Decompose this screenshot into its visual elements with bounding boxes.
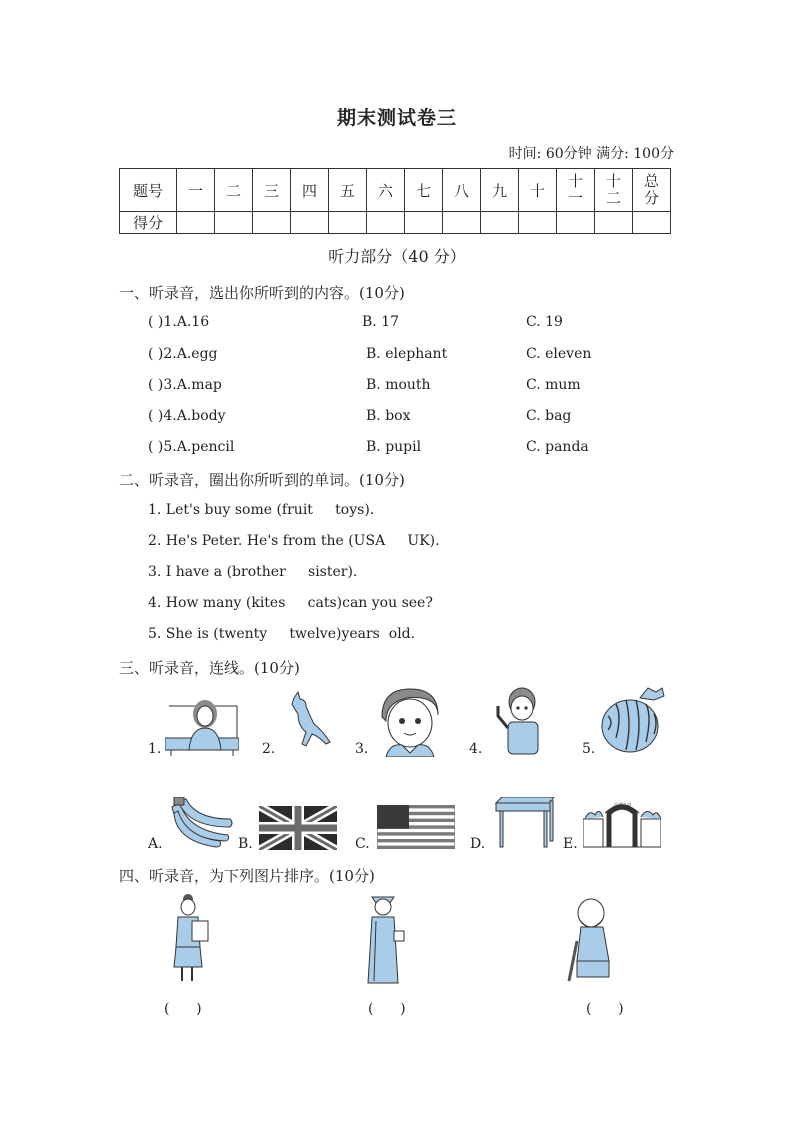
s3-bottom-label-c: C.: [355, 836, 370, 852]
s2-sentence-3: 3. I have a (brother sister).: [148, 564, 358, 580]
section4-heading: 四、听录音，为下列图片排序。(10分): [119, 867, 375, 885]
s2-sentence-5: 5. She is (twenty twelve)years old.: [148, 626, 416, 642]
score-table-row-questions: [120, 169, 671, 212]
col-1: 一: [177, 169, 215, 212]
score-cell[interactable]: [443, 212, 481, 234]
score-cell[interactable]: [329, 212, 367, 234]
s1-q1-option-b: B. 17: [362, 314, 400, 330]
s3-top-label-4: 4.: [469, 741, 483, 757]
s1-q3-option-a: ( )3.A.map: [148, 377, 222, 393]
row-label-score: 得分: [120, 212, 177, 234]
col-4: 四: [291, 169, 329, 212]
s3-top-label-3: 3.: [355, 741, 369, 757]
s1-q5-option-b: B. pupil: [366, 439, 422, 455]
s3-bottom-label-d: D.: [470, 836, 486, 852]
grandpa-picture: [563, 895, 619, 983]
s1-q2-option-b: B. elephant: [366, 346, 448, 362]
score-table-row-scores: [120, 212, 671, 234]
col-12: 十 二: [595, 169, 633, 212]
s4-answer-blank-3[interactable]: ( ): [586, 1001, 624, 1017]
score-cell[interactable]: [633, 212, 671, 234]
s1-q4-option-c: C. bag: [526, 408, 572, 424]
section2-heading: 二、听录音，圈出你所听到的单词。(10分): [119, 471, 405, 489]
s1-q2-option-c: C. eleven: [526, 346, 592, 362]
score-table: [119, 168, 671, 234]
s2-sentence-4: 4. How many (kites cats)can you see?: [148, 595, 433, 611]
score-cell[interactable]: [519, 212, 557, 234]
col-8: 八: [443, 169, 481, 212]
listening-section-header: 听力部分（40 分）: [328, 247, 466, 266]
kangaroo-picture: [284, 690, 340, 750]
score-cell[interactable]: [291, 212, 329, 234]
s3-top-label-2: 2.: [262, 741, 276, 757]
score-cell[interactable]: [215, 212, 253, 234]
s1-q5-option-a: ( )5.A.pencil: [148, 439, 235, 455]
score-cell[interactable]: [405, 212, 443, 234]
s3-top-label-1: 1.: [148, 741, 162, 757]
s1-q2-option-a: ( )2.A.egg: [148, 346, 218, 362]
col-6: 六: [367, 169, 405, 212]
s1-q3-option-b: B. mouth: [366, 377, 431, 393]
score-cell[interactable]: [253, 212, 291, 234]
score-cell[interactable]: [481, 212, 519, 234]
desk-picture: [494, 797, 556, 849]
col-5: 五: [329, 169, 367, 212]
s3-bottom-label-b: B.: [238, 836, 253, 852]
col-2: 二: [215, 169, 253, 212]
score-cell[interactable]: [367, 212, 405, 234]
row-label-question-number: 题号: [120, 169, 177, 212]
s3-bottom-label-a: A.: [148, 836, 163, 852]
girl-at-desk-picture: [165, 694, 239, 756]
s3-bottom-label-e: E.: [563, 836, 578, 852]
col-7: 七: [405, 169, 443, 212]
watermelon-picture: [600, 686, 666, 754]
exam-title: 期末测试卷三: [336, 107, 457, 129]
s2-sentence-1: 1. Let's buy some (fruit toys).: [148, 502, 375, 518]
s1-q4-option-b: B. box: [366, 408, 411, 424]
s4-answer-blank-2[interactable]: ( ): [368, 1001, 406, 1017]
zoo-gate-sign-text: 动物园: [612, 803, 632, 810]
pointing-boy-picture: [492, 686, 548, 756]
grandma-picture: [362, 891, 408, 987]
bananas-picture: [168, 797, 234, 849]
boy-face-picture: [378, 685, 442, 757]
col-10: 十: [519, 169, 557, 212]
uk-flag-picture: [259, 806, 337, 850]
col-3: 三: [253, 169, 291, 212]
s1-q5-option-c: C. panda: [526, 439, 589, 455]
time-info: 时间: 60分钟 满分: 100分: [508, 146, 674, 162]
score-cell[interactable]: [595, 212, 633, 234]
s1-q3-option-c: C. mum: [526, 377, 581, 393]
col-11: 十 一: [557, 169, 595, 212]
section3-heading: 三、听录音，连线。(10分): [119, 659, 300, 677]
s3-top-label-5: 5.: [582, 741, 596, 757]
woman-with-bag-picture: [172, 893, 212, 985]
usa-flag-picture: [377, 805, 455, 849]
score-cell[interactable]: [557, 212, 595, 234]
s2-sentence-2: 2. He's Peter. He's from the (USA UK).: [148, 533, 440, 549]
s1-q1-option-c: C. 19: [526, 314, 563, 330]
zoo-gate-picture: [583, 797, 661, 851]
s1-q1-option-a: ( )1.A.16: [148, 314, 210, 330]
section1-heading: 一、听录音，选出你所听到的内容。(10分): [119, 284, 405, 302]
s4-answer-blank-1[interactable]: ( ): [164, 1001, 202, 1017]
s1-q4-option-a: ( )4.A.body: [148, 408, 226, 424]
col-9: 九: [481, 169, 519, 212]
score-cell[interactable]: [177, 212, 215, 234]
col-total: 总 分: [633, 169, 671, 212]
